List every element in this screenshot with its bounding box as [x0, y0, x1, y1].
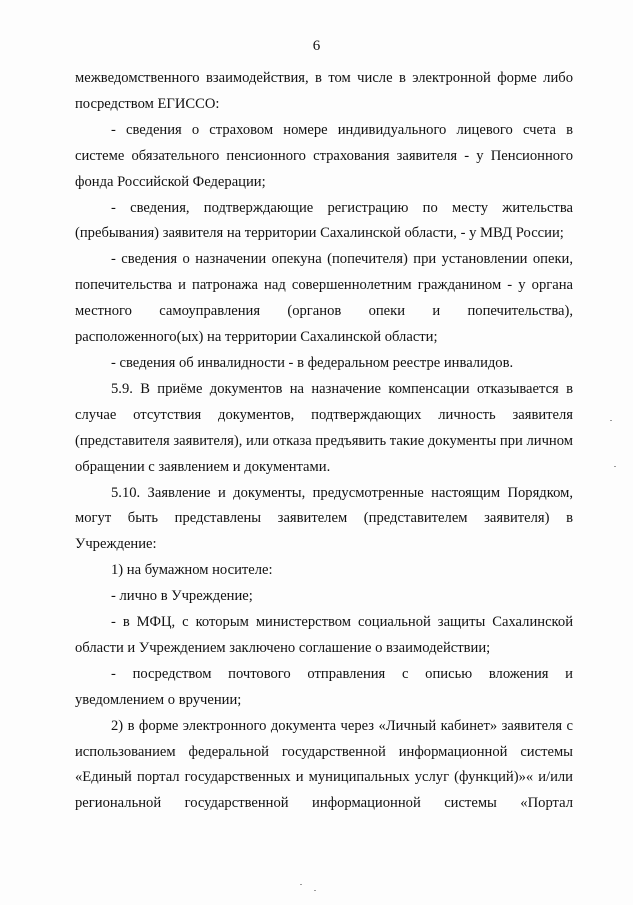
paragraph-registration-item: - сведения, подтверждающие регистрацию по месту жительства (пребывания) заявителя на территории Сахалинской области, - у МВД России; [75, 199, 573, 242]
page-number: 6 [312, 38, 321, 54]
scan-artifact [300, 884, 302, 885]
scan-artifact [614, 466, 616, 467]
paragraph-mfc: - в МФЦ, с которым министерством социальной защиты Сахалинской области и Учреждением заключено соглашение о взаимодействии; [75, 614, 573, 656]
paragraph-intro: межведомственного взаимодействия, в том числе в электронной форме либо посредством ЕГИССО: [75, 70, 573, 112]
paragraph-disability-item: - сведения об инвалидности - в федеральном реестре инвалидов. [111, 354, 514, 371]
paragraph-in-person: - лично в Учреждение; [111, 588, 253, 605]
paragraph-5-9: 5.9. В приёме документов на назначение компенсации отказывается в случае отсутствия документов, подтверждающих личность заявителя (представителя заявителя), или отказа предъявить такие документы при личном обращении с заявлением и документами. [75, 380, 573, 475]
scan-artifact [610, 420, 612, 421]
paragraph-snils-item: - сведения о страховом номере индивидуального лицевого счета в системе обязательного пенсионного страхования заявителя - у Пенсионного фонда Российской Федерации; [75, 121, 573, 190]
paragraph-paper-carrier: 1) на бумажном носителе: [111, 562, 273, 579]
paragraph-electronic: 2) в форме электронного документа через «Личный кабинет» заявителя с использованием федеральной государственной информационной системы «Единый портал государственных и муниципальных услуг (функций)»« и/или региональной государственной информационной системы «Портал [75, 717, 573, 812]
paragraph-guardian-item: - сведения о назначении опекуна (попечителя) при установлении опеки, попечительства и патронажа над совершеннолетним гражданином - у органа местного самоуправления (органов опеки и попечительства), расположенного(ых) на территории Сахалинской области; [75, 251, 573, 346]
document-body [75, 66, 573, 817]
paragraph-postal: - посредством почтового отправления с описью вложения и уведомлением о вручении; [75, 665, 573, 708]
paragraph-5-10: 5.10. Заявление и документы, предусмотренные настоящим Порядком, могут быть представлены заявителем (представителем заявителя) в Учреждение: [75, 484, 573, 553]
scan-artifact [314, 890, 316, 891]
